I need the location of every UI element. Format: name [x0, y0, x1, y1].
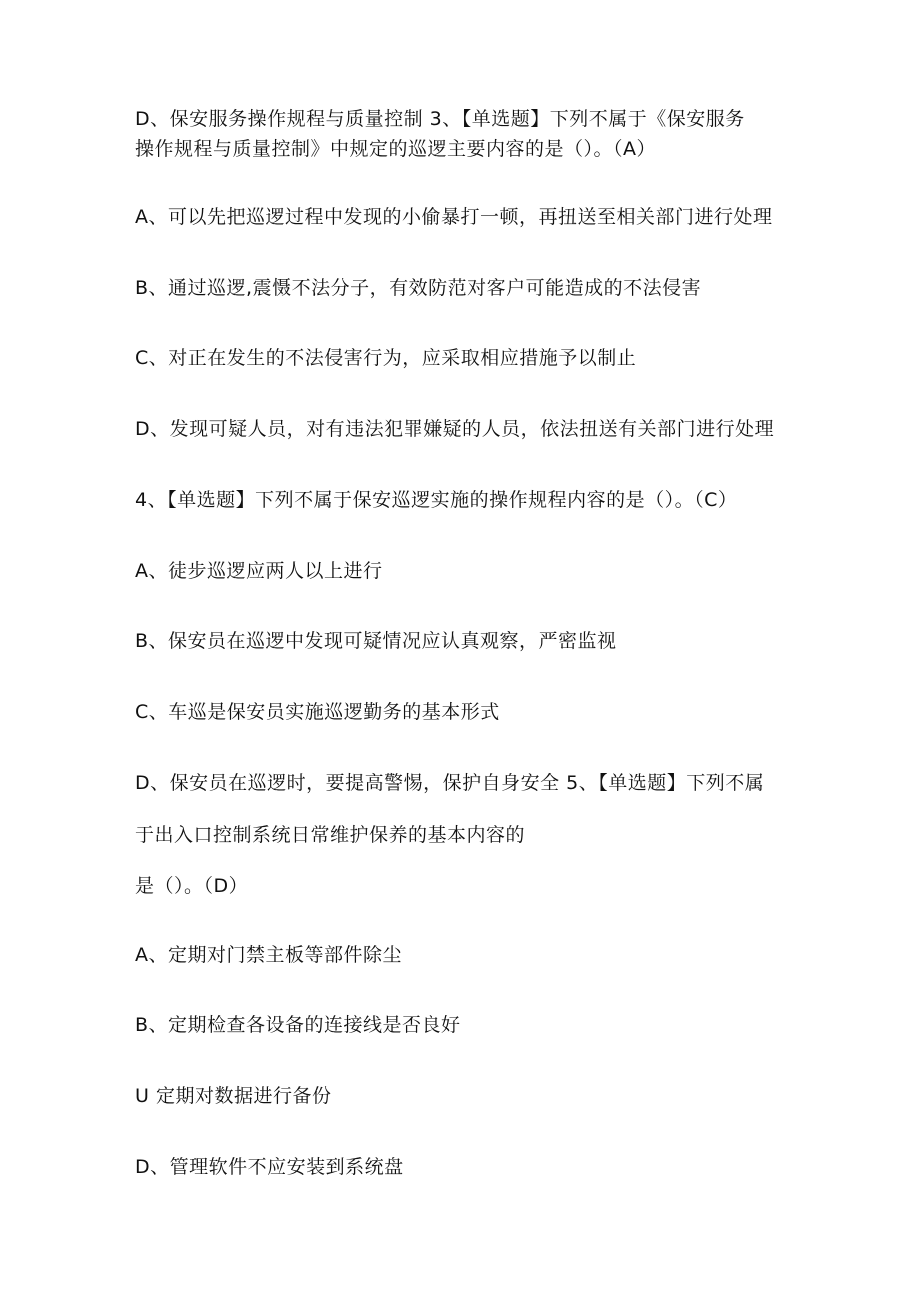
q5-option-d: D、管理软件不应安装到系统盘 — [135, 1156, 404, 1178]
q3-option-d-and-q3-stem-line1: D、保安服务操作规程与质量控制 3、【单选题】下列不属于《保安服务 — [135, 108, 745, 130]
q5-stem-line2: 于出入口控制系统日常维护保养的基本内容的 — [135, 824, 526, 846]
q4-option-c: C、车巡是保安员实施巡逻勤务的基本形式 — [135, 701, 500, 723]
q3-stem-line2: 操作规程与质量控制》中规定的巡逻主要内容的是（）。（A） — [135, 138, 656, 160]
q5-option-c: U 定期对数据进行备份 — [135, 1085, 332, 1107]
q4-option-a: A、徒步巡逻应两人以上进行 — [135, 560, 383, 582]
q3-option-d: D、发现可疑人员，对有违法犯罪嫌疑的人员，依法扭送有关部门进行处理 — [135, 418, 775, 440]
q5-option-a: A、定期对门禁主板等部件除尘 — [135, 944, 402, 966]
q4-option-b: B、保安员在巡逻中发现可疑情况应认真观察，严密监视 — [135, 630, 617, 652]
q4-stem: 4、【单选题】下列不属于保安巡逻实施的操作规程内容的是（）。（C） — [135, 489, 738, 511]
q4-option-d-and-q5-stem-line1: D、保安员在巡逻时，要提高警惕，保护自身安全 5、【单选题】下列不属 — [135, 772, 765, 794]
q3-option-b: B、通过巡逻,震慑不法分子，有效防范对客户可能造成的不法侵害 — [135, 277, 702, 299]
q3-option-c: C、对正在发生的不法侵害行为，应采取相应措施予以制止 — [135, 347, 637, 369]
q5-stem-line3: 是（）。（D） — [135, 875, 249, 897]
q3-option-a: A、可以先把巡逻过程中发现的小偷暴打一顿，再扭送至相关部门进行处理 — [135, 206, 773, 228]
q5-option-b: B、定期检查各设备的连接线是否良好 — [135, 1014, 461, 1036]
